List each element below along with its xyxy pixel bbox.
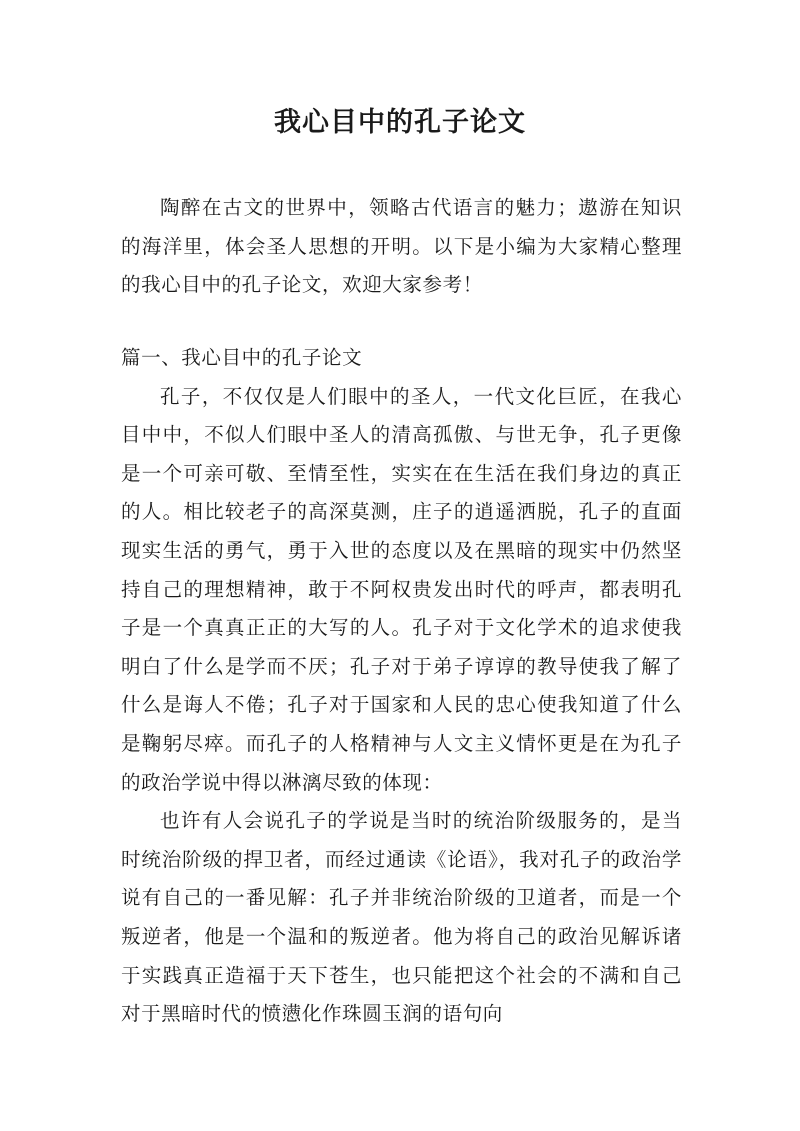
article-section xyxy=(121,339,682,1034)
body-paragraph: 也许有人会说孔子的学说是当时的统治阶级服务的，是当时统治阶级的捍卫者，而经过通读《论语》，我对孔子的政治学说有自己的一番见解：孔子并非统治阶级的卫道者，而是一个叛逆者，他是一个温和的叛逆者。他为将自己的政治见解诉诸于实践真正造福于天下苍生，也只能把这个社会的不满和自己对于黑暗时代的愤懑化作珠圆玉润的语句向 xyxy=(121,809,682,1026)
intro-section xyxy=(121,189,682,305)
section-heading: 篇一、我心目中的孔子论文 xyxy=(121,346,363,369)
body-paragraph: 孔子，不仅仅是人们眼中的圣人，一代文化巨匠，在我心目中中，不似人们眼中圣人的清高孤傲、与世无争，孔子更像是一个可亲可敬、至情至性，实实在在生活在我们身边的真正的人。相比较老子的高深莫测，庄子的逍遥洒脱，孔子的直面现实生活的勇气，勇于入世的态度以及在黑暗的现实中仍然坚持自己的理想精神，敢于不阿权贵发出时代的呼声，都表明孔子是一个真真正正的大写的人。孔子对于文化学术的追求使我明白了什么是学而不厌；孔子对于弟子谆谆的教导使我了解了什么是诲人不倦；孔子对于国家和人民的忠心使我知道了什么是鞠躬尽瘁。而孔子的人格精神与人文主义情怀更是在为孔子的政治学说中得以淋漓尽致的体现： xyxy=(121,384,682,794)
document-title: 我心目中的孔子论文 xyxy=(274,107,526,138)
intro-paragraph: 陶醉在古文的世界中，领略古代语言的魅力；遨游在知识的海洋里，体会圣人思想的开明。以下是小编为大家精心整理的我心目中的孔子论文，欢迎大家参考！ xyxy=(121,196,682,297)
